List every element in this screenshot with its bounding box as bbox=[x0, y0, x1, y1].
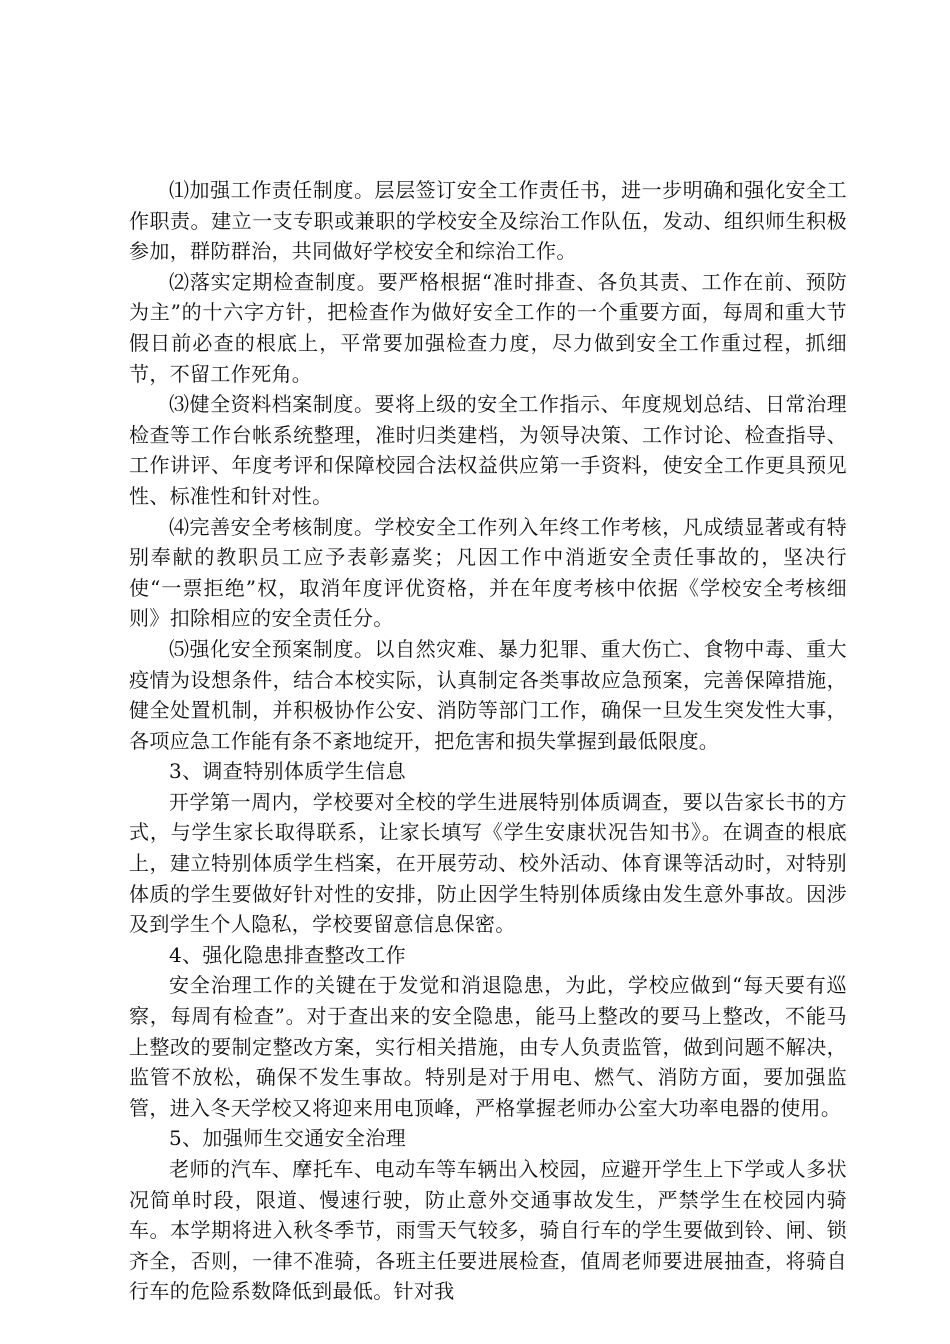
paragraph-archive-system: ⑶健全资料档案制度。要将上级的安全工作指示、年度规划总结、日常治理检查等工作台帐系统整理，准时归类建档，为领导决策、工作讨论、检查指导、工作讲评、年度考评和保障校园合法权益供应第一手资料，使安全工作更具预见性、标准性和针对性。 bbox=[129, 392, 847, 508]
paragraph-emergency-plan: ⑸强化安全预案制度。以自然灾难、暴力犯罪、重大伤亡、食物中毒、重大疫情为设想条件，结合本校实际，认真制定各类事故应急预案，完善保障措施，健全处置机制，并积极协作公安、消防等部门工作，确保一旦发生突发性大事，各项应急工作能有条不紊地绽开，把危害和损失掌握到最低限度。 bbox=[129, 636, 847, 753]
paragraph-regular-inspection: ⑵落实定期检查制度。要严格根据“准时排查、各负其责、工作在前、预防为主”的十六字方针，把检查作为做好安全工作的一个重要方面，每周和重大节假日前必查的根底上，平常要加强检查力度，尽力做到安全工作重过程，抓细节，不留工作死角。 bbox=[129, 269, 847, 386]
paragraph-special-constitution-survey: 开学第一周内，学校要对全校的学生进展特别体质调查，要以告家长书的方式，与学生家长取得联系，让家长填写《学生安康状况告知书》。在调查的根底上，建立特别体质学生档案，在开展劳动、校外活动、体育课等活动时，对特别体质的学生要做好针对性的安排，防止因学生特别体质缘由发生意外事故。因涉及到学生个人隐私，学校要留意信息保密。 bbox=[129, 789, 847, 937]
heading-hazard-rectification: 4、强化隐患排查整改工作 bbox=[169, 942, 406, 967]
paragraph-assessment-system: ⑷完善安全考核制度。学校安全工作列入年终工作考核，凡成绩显著或有特别奉献的教职员工应予表彰嘉奖；凡因工作中消逝安全责任事故的，坚决行使“一票拒绝”权，取消年度评优资格，并在年度考核中依据《学校安全考核细则》扣除相应的安全责任分。 bbox=[129, 514, 847, 631]
heading-traffic-safety: 5、加强师生交通安全治理 bbox=[169, 1126, 406, 1151]
heading-special-constitution-survey: 3、调查特别体质学生信息 bbox=[169, 759, 406, 784]
paragraph-responsibility-system: ⑴加强工作责任制度。层层签订安全工作责任书，进一步明确和强化安全工作职责。建立一支专职或兼职的学校安全及综治工作队伍，发动、组织师生积极参加，群防群治，共同做好学校安全和综治工作。 bbox=[129, 178, 847, 264]
paragraph-hazard-rectification: 安全治理工作的关键在于发觉和消退隐患，为此，学校应做到“每天要有巡察，每周有检查”。对于查出来的安全隐患，能马上整改的要马上整改，不能马上整改的要制定整改方案，实行相关措施，由专人负责监管，做到问题不解决，监管不放松，确保不发生事故。特别是对于用电、燃气、消防方面，要加强监管，进入冬天学校又将迎来用电顶峰，严格掌握老师办公室大功率电器的使用。 bbox=[129, 973, 847, 1120]
paragraph-traffic-safety: 老师的汽车、摩托车、电动车等车辆出入校园，应避开学生上下学或人多状况简单时段，限道、慢速行驶，防止意外交通事故发生，严禁学生在校园内骑车。本学期将进入秋冬季节，雨雪天气较多，骑自行车的学生要做到铃、闸、锁齐全，否则，一律不准骑，各班主任要进展检查，值周老师要进展抽查，将骑自行车的危险系数降低到最低。针对我 bbox=[129, 1157, 847, 1304]
document-body bbox=[129, 175, 847, 1307]
